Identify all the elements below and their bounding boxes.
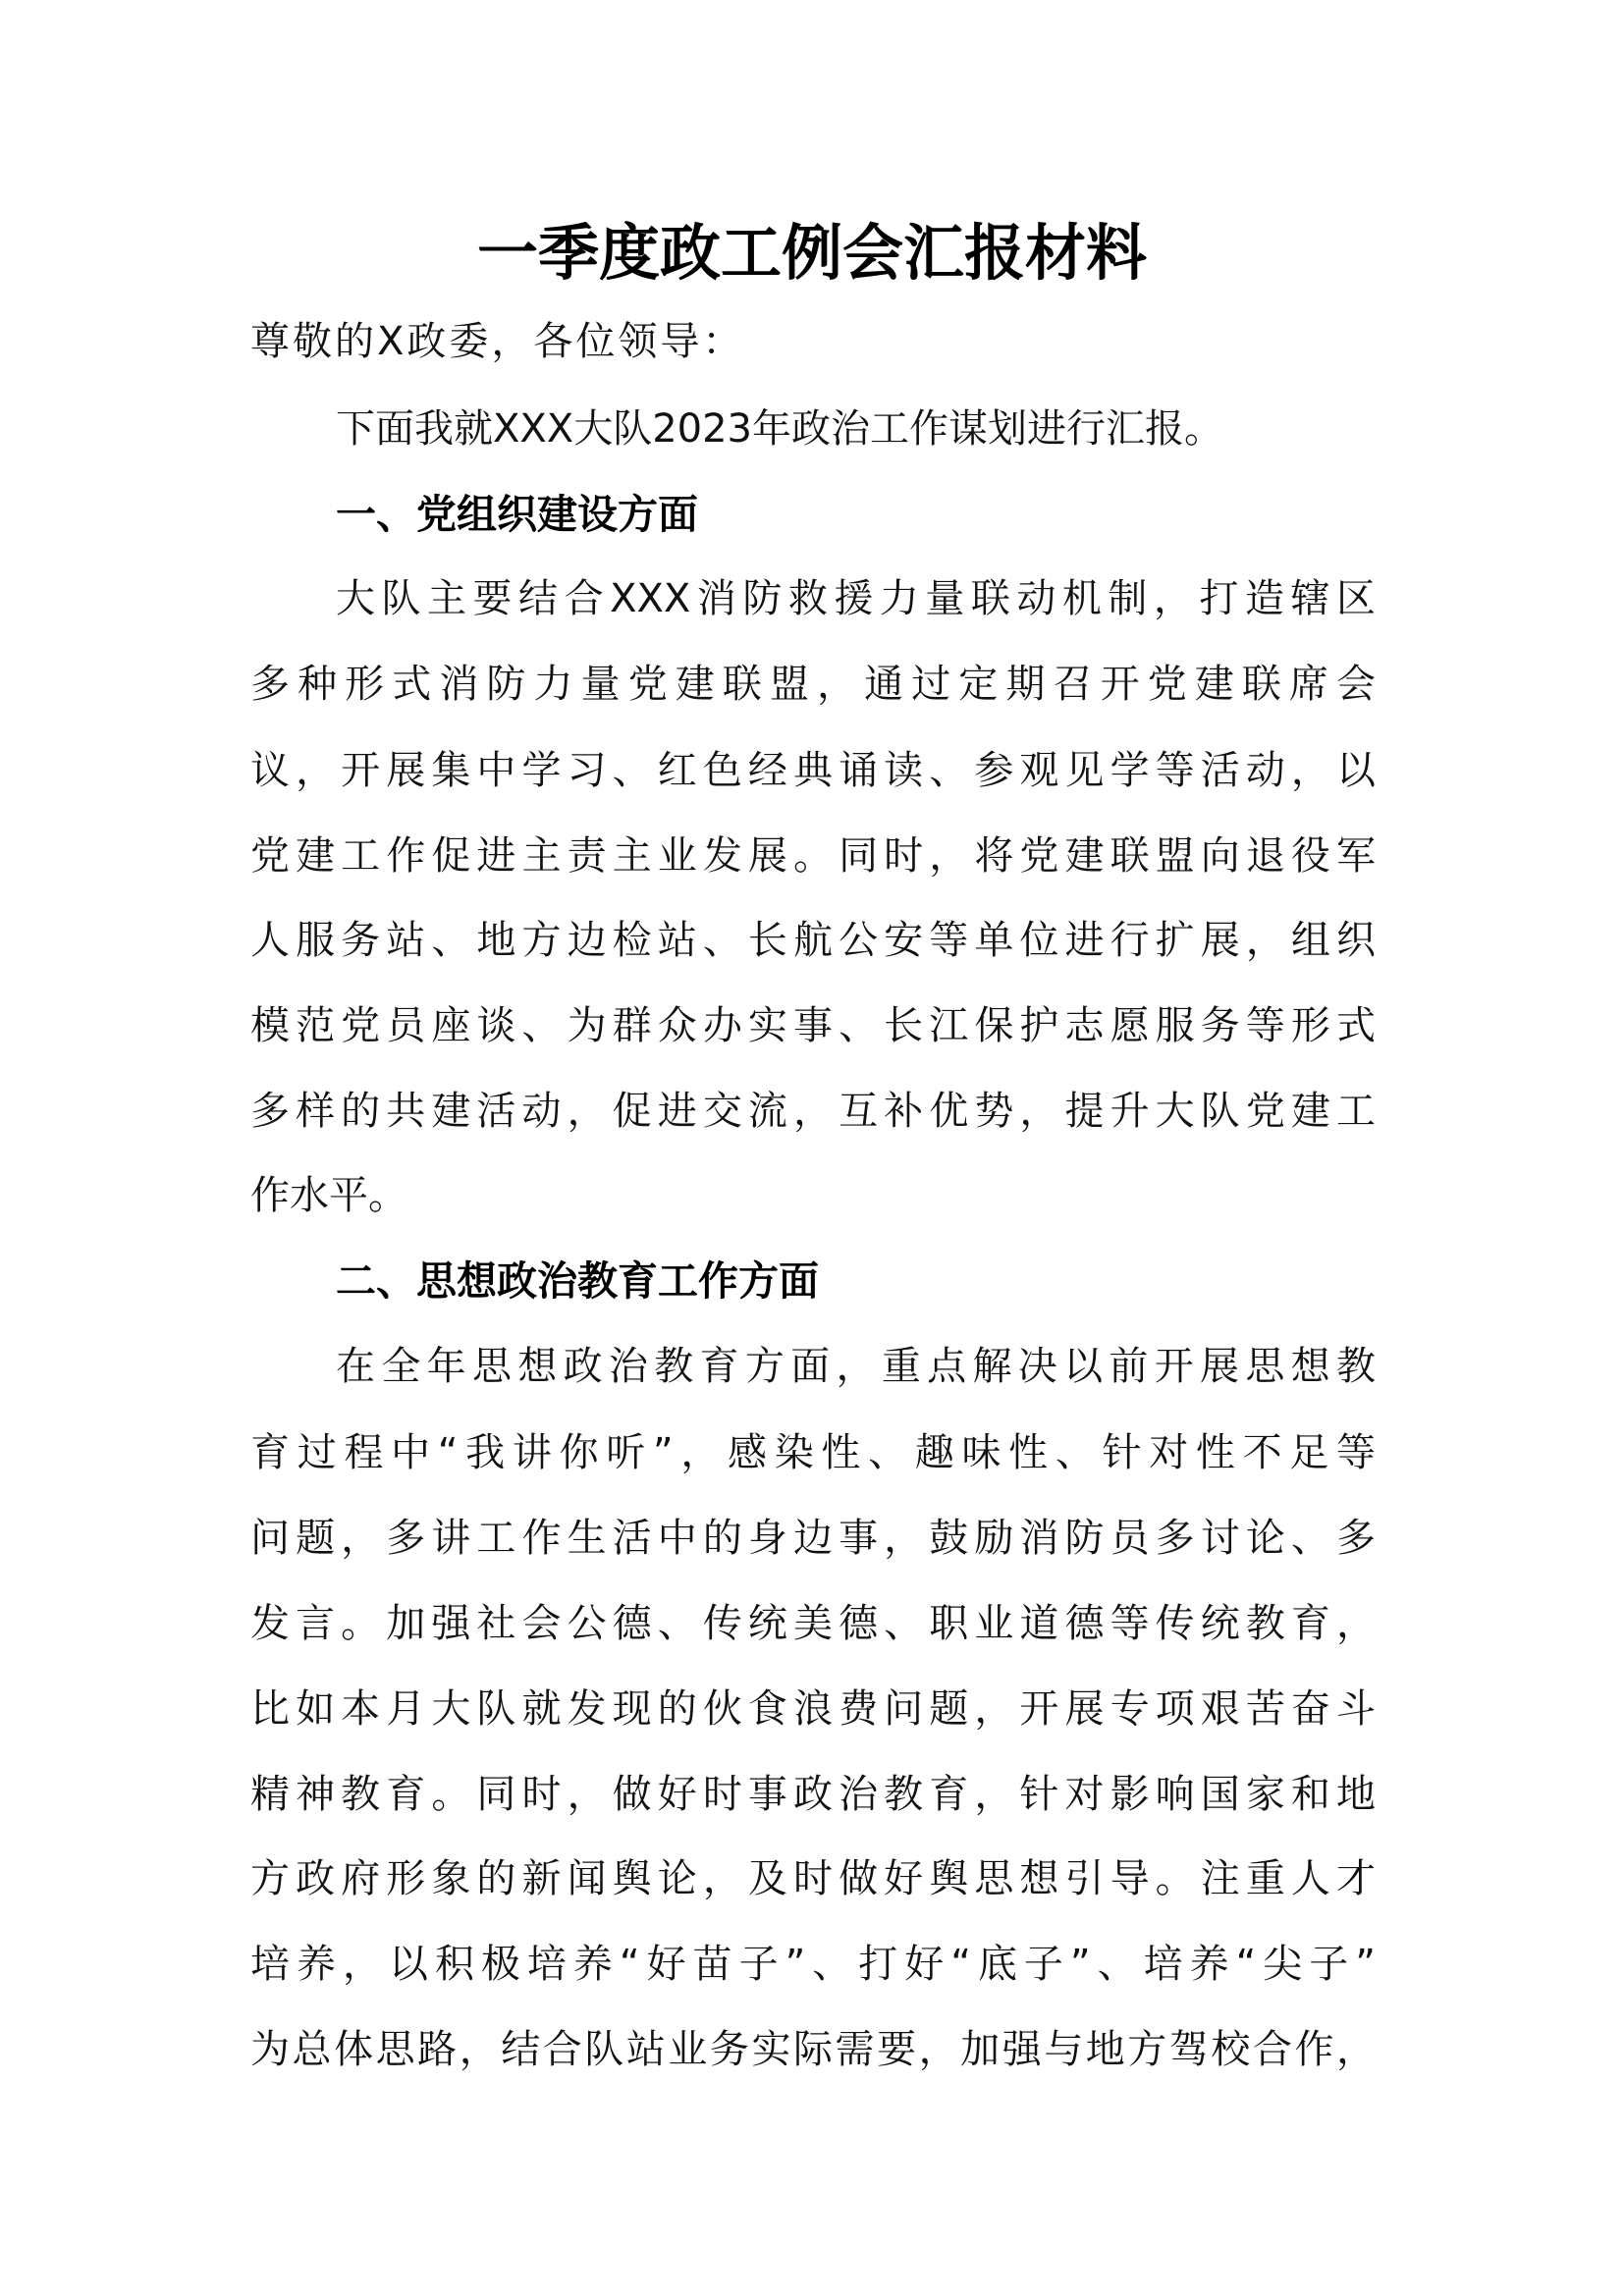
- section-heading-ideological-education: 二、思想政治教育工作方面: [336, 1257, 819, 1305]
- greeting-line: 尊敬的X政委，各位领导：: [250, 319, 745, 364]
- paragraph-line: 大队主要结合XXX消防救援力量联动机制，打造辖区: [336, 576, 1376, 621]
- paragraph-line: 人服务站、地方边检站、长航公安等单位进行扩展，组织: [250, 918, 1376, 963]
- paragraph-line: 作水平。: [250, 1173, 407, 1218]
- paragraph-line: 议，开展集中学习、红色经典诵读、参观见学等活动，以: [250, 748, 1376, 793]
- intro-paragraph: 下面我就XXX大队2023年政治工作谋划进行汇报。: [336, 406, 1224, 452]
- paragraph-line: 精神教育。同时，做好时事政治教育，针对影响国家和地: [250, 1772, 1376, 1817]
- document-title: 一季度政工例会汇报材料: [476, 217, 1147, 289]
- paragraph-line: 育过程中“我讲你听”，感染性、趣味性、针对性不足等: [250, 1430, 1376, 1475]
- paragraph-line: 发言。加强社会公德、传统美德、职业道德等传统教育，: [250, 1601, 1376, 1646]
- paragraph-line: 比如本月大队就发现的伙食浪费问题，开展专项艰苦奋斗: [250, 1686, 1376, 1732]
- paragraph-line: 问题，多讲工作生活中的身边事，鼓励消防员多讨论、多: [250, 1516, 1376, 1561]
- paragraph-line: 方政府形象的新闻舆论，及时做好舆思想引导。注重人才: [250, 1856, 1376, 1901]
- section-heading-party-organization: 一、党组织建设方面: [336, 491, 698, 538]
- paragraph-line: 模范党员座谈、为群众办实事、长江保护志愿服务等形式: [250, 1003, 1376, 1048]
- paragraph-line: 为总体思路，结合队站业务实际需要，加强与地方驾校合作，: [250, 2027, 1376, 2072]
- paragraph-line: 培养，以积极培养“好苗子”、打好“底子”、培养“尖子”: [250, 1942, 1376, 1987]
- paragraph-line: 在全年思想政治教育方面，重点解决以前开展思想教: [336, 1344, 1376, 1389]
- paragraph-line: 党建工作促进主责主业发展。同时，将党建联盟向退役军: [250, 833, 1376, 879]
- paragraph-line: 多样的共建活动，促进交流，互补优势，提升大队党建工: [250, 1089, 1376, 1134]
- paragraph-line: 多种形式消防力量党建联盟，通过定期召开党建联席会: [250, 662, 1376, 707]
